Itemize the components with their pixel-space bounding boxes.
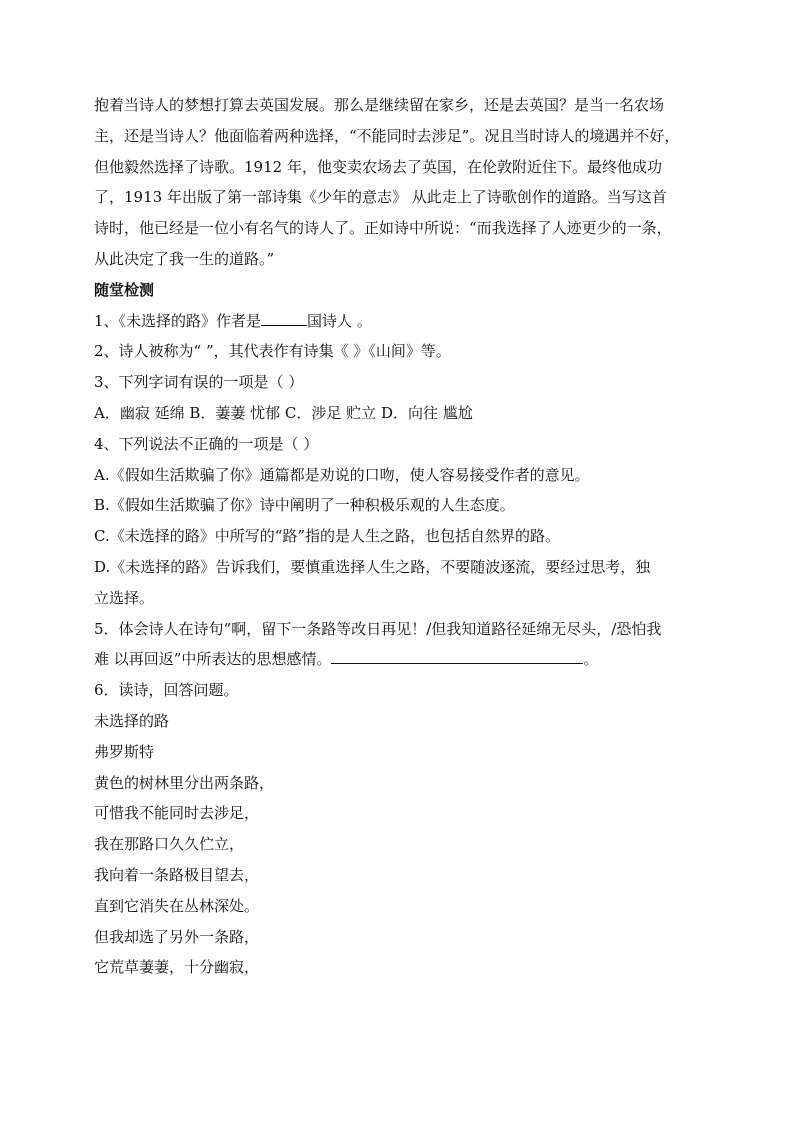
poem-line: 我在那路口久久伫立，	[94, 835, 245, 854]
question-4-option-c: C.《未选择的路》中所写的“路”指的是人生之路，也包括自然界的路。	[94, 527, 561, 546]
question-5-text: 难 以再回返”中所表达的思想感情。	[94, 650, 332, 669]
poem-author: 弗罗斯特	[94, 742, 155, 761]
question-5-text-after: 。	[583, 650, 599, 669]
question-4-option-b: B.《假如生活欺骗了你》诗中阐明了一种积极乐观的人生态度。	[94, 496, 515, 515]
question-3-stem: 3、下列字词有误的一项是（ ）	[94, 373, 304, 392]
intro-line: 了，1913 年出版了第一部诗集《少年的意志》 从此走上了诗歌创作的道路。当写这首	[94, 188, 667, 207]
document-body	[94, 90, 708, 983]
question-2: 2、诗人被称为“ ”，其代表作有诗集《 》《山间》等。	[94, 342, 451, 361]
question-1	[94, 306, 708, 337]
answer-blank	[331, 649, 583, 664]
question-4-option-d-cont: 立选择。	[94, 588, 155, 607]
poem-line: 它荒草萋萋，十分幽寂，	[94, 958, 260, 977]
poem-line: 直到它消失在丛林深处。	[94, 896, 260, 915]
intro-line: 但他毅然选择了诗歌。1912 年，他变卖农场去了英国，在伦敦附近住下。最终他成功	[94, 157, 662, 176]
poem-line: 黄色的树林里分出两条路，	[94, 773, 275, 792]
question-1-text: 1、《未选择的路》作者是	[94, 311, 262, 330]
question-6: 6．读诗，回答问题。	[94, 681, 239, 700]
poem-line: 可惜我不能同时去涉足，	[94, 804, 260, 823]
poem-line: 但我却选了另外一条路，	[94, 927, 260, 946]
question-5-line-1: 5．体会诗人在诗句“啊，留下一条路等改日再见！/但我知道路径延绵无尽头，/恐怕我	[94, 619, 662, 638]
poem-title: 未选择的路	[94, 711, 170, 730]
question-5-line-2	[94, 644, 708, 675]
answer-blank	[261, 311, 307, 326]
intro-line: 从此决定了我一生的道路。”	[94, 249, 275, 268]
intro-line: 主，还是当诗人？他面临着两种选择，“不能同时去涉足”。况且当时诗人的境遇并不好，	[94, 126, 680, 145]
question-3-options: A．幽寂 延绵 B．萋萋 忧郁 C．涉足 贮立 D．向往 尴尬	[94, 403, 473, 422]
intro-line: 抱着当诗人的梦想打算去英国发展。那么是继续留在家乡，还是去英国？是当一名农场	[94, 96, 665, 114]
question-1-text-after: 国诗人 。	[307, 311, 372, 330]
question-4-stem: 4、下列说法不正确的一项是（ ）	[94, 434, 319, 453]
intro-line: 诗时，他已经是一位小有名气的诗人了。正如诗中所说：“而我选择了人迹更少的一条，	[94, 219, 672, 238]
question-4-option-a: A.《假如生活欺骗了你》通篇都是劝说的口吻，使人容易接受作者的意见。	[94, 465, 590, 484]
poem-line: 我向着一条路极目望去，	[94, 865, 260, 884]
section-title: 随堂检测	[94, 280, 155, 299]
question-4-option-d: D.《未选择的路》告诉我们，要慎重选择人生之路，不要随波逐流，要经过思考，独	[94, 557, 651, 576]
